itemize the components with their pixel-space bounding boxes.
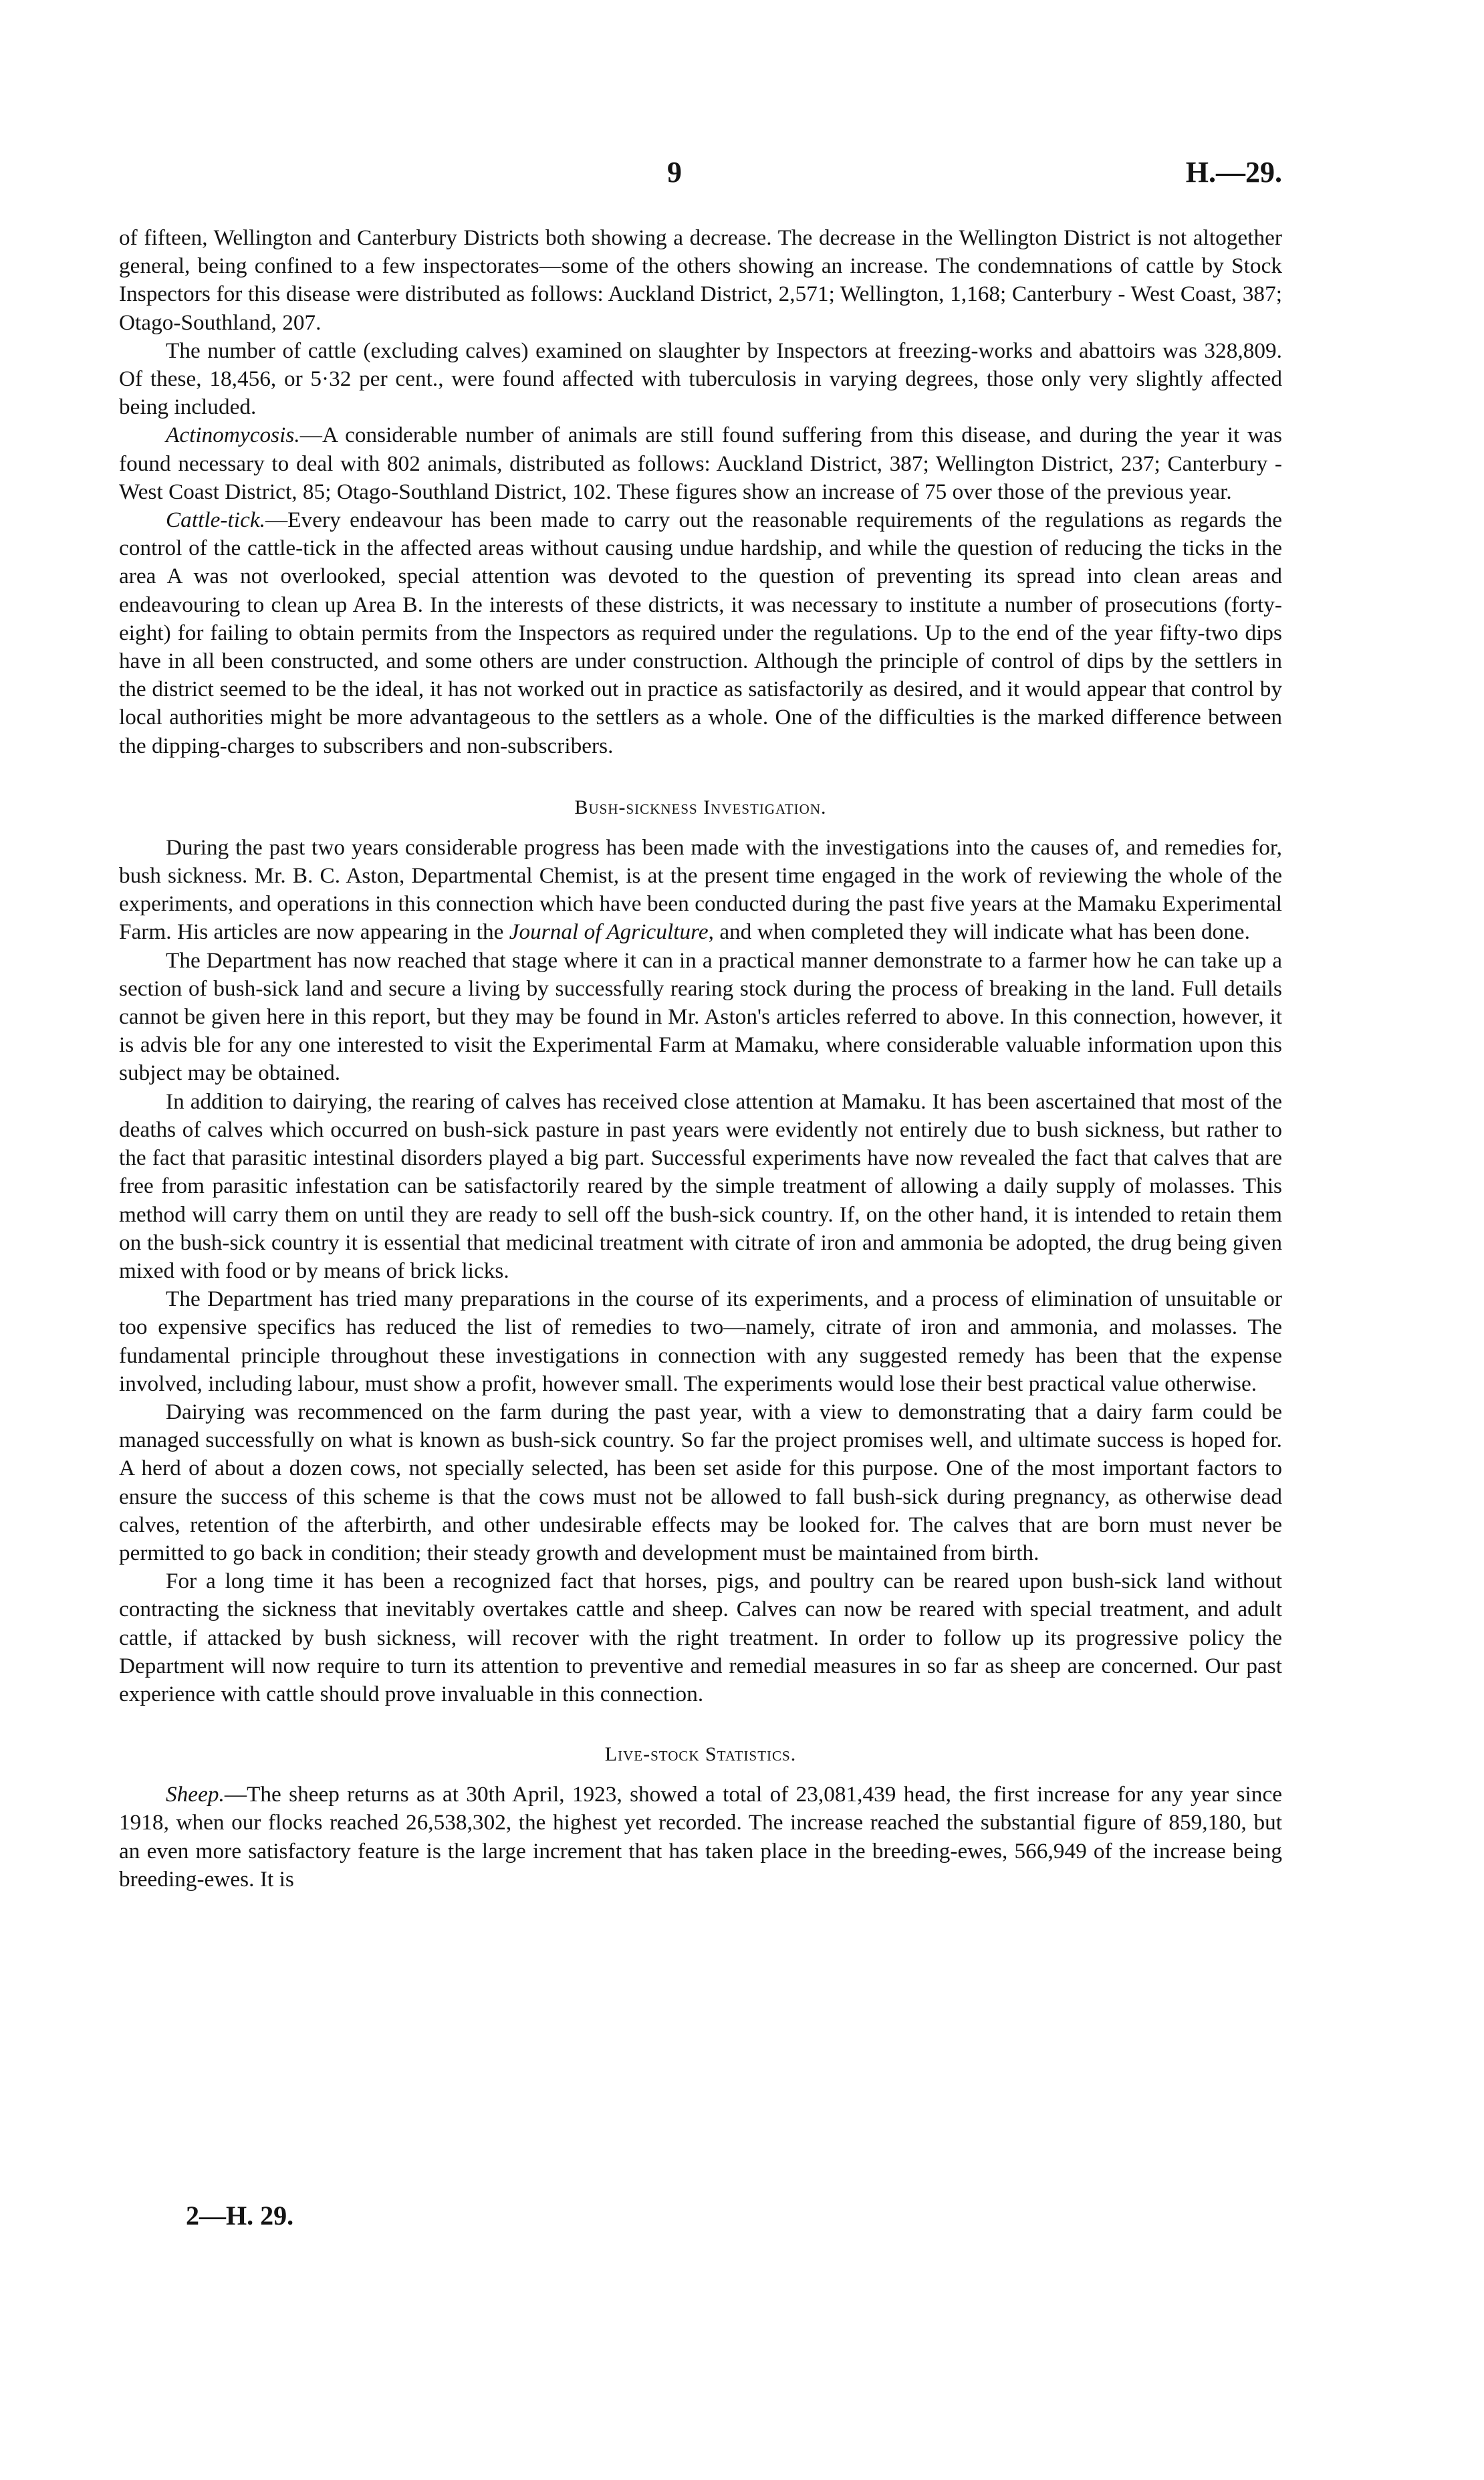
section-heading-bush-sickness: Bush-sickness Investigation.: [574, 796, 827, 818]
paragraph-remedies: The Department has tried many preparations in the course of its experiments, and a process of elimination of unsuitable or too expensive specifics has reduced the list of remedies to two—namely, citrate of iron and ammonia, and molasses. The fundamental principle throughout these investigations in connection with any suggested remedy has been that the expense involved, including labour, must show a profit, however small. The experiments would lose their best practical value otherwise.: [119, 1286, 1282, 1396]
journal-title: Journal of Agriculture: [509, 919, 709, 945]
paragraph-bush-progress: [119, 834, 1282, 947]
paragraph-text: —Every endeavour has been made to carry out the reasonable requirements of the regulations as regards the control of the cattle-tick in the affected areas without causing undue hardship, and while the question of reducing the ticks in the area A was not overlooked, special attention was devoted to the question of preventing its spread into clean areas and endeavouring to clean up Area B. In the interests of these districts, it was necessary to institute a number of prosecutions (forty-eight) for failing to obtain permits from the Inspectors as required under the regulations. Up to the end of the year fifty-two dips have in all been constructed, and some others are under construction. Although the principle of control of dips by the settlers in the district seemed to be the ideal, it has not worked out in practice as satisfactorily as desired, and it would appear that control by local authorities might be more advantageous to the settlers as a whole. One of the difficulties is the marked difference between the dipping-charges to subscribers and non-subscribers.: [119, 508, 1282, 758]
paragraph-text: —A considerable number of animals are still found suffering from this disease, and during the year it was found necessary to deal with 802 animals, distributed as follows: Auckland District, 387; Wellington District, 237; Canterbury - West Coast District, 85; Otago-Southland District, 102. These figures show an increase of 75 over those of the previous year.: [119, 423, 1282, 504]
paragraph-text: During the past two years considerable progress has been made with the investigations into the causes of, and remedies for, bush sickness. Mr. B. C. Aston, Departmental Chemist, is at the present time engaged in the work of reviewing the whole of the experiments, and operations in this connection which have been conducted during the past five years at the Mamaku Experimental Farm. His articles are now appearing in the: [119, 834, 1282, 945]
run-in-heading-actinomycosis: Actinomycosis.: [166, 423, 300, 448]
paragraph-sheep: [119, 1781, 1282, 1894]
document-reference: H.—29.: [1185, 156, 1282, 189]
document-page: [119, 0, 1282, 2480]
page-number: 9: [667, 156, 682, 189]
body-text: [119, 224, 1282, 1894]
paragraph-tuberculosis-continued: of fifteen, Wellington and Canterbury Districts both showing a decrease. The decrease in the Wellington District is not altogether general, being confined to a few inspectorates—some of the others showing an increase. The condemnations of cattle by Stock Inspectors for this disease were distributed as follows: Auckland District, 2,571; Wellington, 1,168; Canterbury - West Coast, 387; Otago-Southland, 207.: [119, 225, 1282, 335]
run-in-heading-sheep: Sheep.: [166, 1782, 225, 1807]
paragraph-actinomycosis: [119, 421, 1282, 506]
section-heading-live-stock-statistics: Live-stock Statistics.: [604, 1743, 797, 1766]
printer-signature-mark: 2—H. 29.: [186, 2201, 294, 2231]
paragraph-slaughter-examination: The number of cattle (excluding calves) examined on slaughter by Inspectors at freezing-works and abattoirs was 328,809. Of these, 18,456, or 5·32 per cent., were found affected with tuberculosis in varying degrees, those only very slightly affected being included.: [119, 338, 1282, 420]
paragraph-text-end: , and when completed they will indicate what has been done.: [708, 919, 1250, 945]
run-in-heading-cattle-tick: Cattle-tick.: [166, 508, 265, 533]
paragraph-cattle-tick: [119, 506, 1282, 760]
paragraph-horses-pigs-poultry: For a long time it has been a recognized fact that horses, pigs, and poultry can be reared upon bush-sick land without contracting the sickness that inevitably overtakes cattle and sheep. Calves can now be reared with special treatment, and adult cattle, if attacked by bush sickness, will recover with the right treatment. In order to follow up its progressive policy the Department will now require to turn its attention to preventive and remedial measures in so far as sheep are concerned. Our past experience with cattle should prove invaluable in this connection.: [119, 1569, 1282, 1706]
paragraph-bush-demonstration: The Department has now reached that stage where it can in a practical manner demonstrate to a farmer how he can take up a section of bush-sick land and secure a living by successfully rearing stock during the process of breaking in the land. Full details cannot be given here in this report, but they may be found in Mr. Aston's articles referred to above. In this connection, however, it is advis ble for any one interested to visit the Experimental Farm at Mamaku, where considerable valuable information upon this subject may be obtained.: [119, 947, 1282, 1086]
page-header: [119, 155, 1282, 195]
paragraph-dairying: Dairying was recommenced on the farm during the past year, with a view to demonstrating that a dairy farm could be managed successfully on what is known as bush-sick country. So far the project promises well, and ultimate success is hoped for. A herd of about a dozen cows, not specially selected, has been set aside for this purpose. One of the most important factors to ensure the success of this scheme is that the cows must not be allowed to fall bush-sick during pregnancy, as otherwise dead calves, retention of the afterbirth, and other undesirable effects may be looked for. The calves that are born must never be permitted to go back in condition; their steady growth and development must be maintained from birth.: [119, 1399, 1282, 1565]
paragraph-calf-rearing: In addition to dairying, the rearing of calves has received close attention at Mamaku. It has been ascertained that most of the deaths of calves which occurred on bush-sick pasture in past years were evidently not entirely due to bush sickness, but rather to the fact that parasitic intestinal disorders played a big part. Successful experiments have now revealed the fact that calves that are free from parasitic infestation can be satisfactorily reared by the simple treatment of allowing a daily supply of molasses. This method will carry them on until they are ready to sell off the bush-sick country. If, on the other hand, it is intended to retain them on the bush-sick country it is essential that medicinal treatment with citrate of iron and ammonia be adopted, the drug being given mixed with food or by means of brick licks.: [119, 1089, 1282, 1283]
paragraph-text: —The sheep returns as at 30th April, 1923, showed a total of 23,081,439 head, the first increase for any year since 1918, when our flocks reached 26,538,302, the highest yet recorded. The increase reached the substantial figure of 859,180, but an even more satisfactory feature is the large increment that has taken place in the breeding-ewes, 566,949 of the increase being breeding-ewes. It is: [119, 1782, 1282, 1892]
